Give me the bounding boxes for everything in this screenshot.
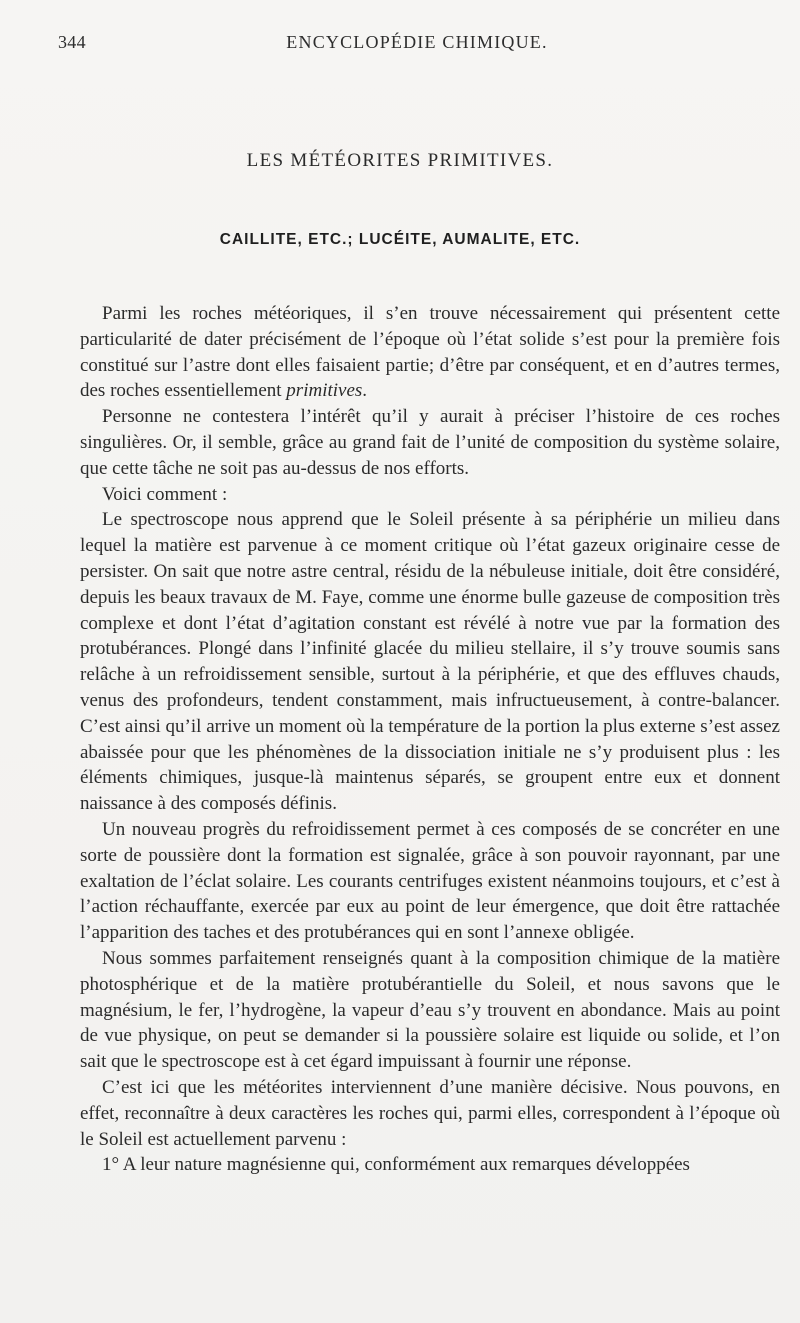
paragraph-3: Voici comment : bbox=[102, 483, 228, 505]
page-number: 344 bbox=[58, 32, 86, 52]
paragraph-8: 1° A leur nature magnésienne qui, conformément aux remarques développées bbox=[102, 1154, 690, 1176]
running-title: ENCYCLOPÉDIE CHIMIQUE. bbox=[286, 32, 548, 52]
paragraph-1 bbox=[80, 301, 780, 404]
paragraph-1-italic: primitives bbox=[286, 380, 363, 402]
body-text bbox=[80, 301, 780, 1178]
section-title: CAILLITE, ETC.; LUCÉITE, AUMALITE, ETC. bbox=[219, 231, 581, 248]
paragraph-2: Personne ne contestera l’intérêt qu’il y aurait à préciser l’histoire de ces roches singulières. Or, il semble, grâce au grand fait de l’unité de composition du système solaire, que cette tâche ne soit pas au-dessus de nos efforts. bbox=[80, 406, 780, 479]
paragraph-1-text: Parmi les roches météoriques, il s’en trouve nécessairement qui présentent cette particularité de dater précisément de l’époque où l’état solide s’est pour la première fois constitué sur l’astre dont elles faisaient partie; d’être par conséquent, et en d’autres termes, des roches essentiellement bbox=[80, 303, 780, 402]
paragraph-7: C’est ici que les météorites interviennent d’une manière décisive. Nous pouvons, en effet, reconnaître à deux caractères les roches qui, parmi elles, correspondent à l’époque où le Soleil est actuellement parvenu : bbox=[80, 1076, 780, 1150]
paragraph-6: Nous sommes parfaitement renseignés quant à la composition chimique de la matière photosphérique et de la matière protubérantielle du Soleil, et nous savons que le magnésium, le fer, l’hydrogène, la vapeur d’eau s’y trouvent en abondance. Mais au point de vue physique, on peut se demander si la poussière solaire est liquide ou solide, et l’on sait que le spectroscope est à cet égard impuissant à fournir une réponse. bbox=[80, 947, 780, 1073]
paragraph-4: Le spectroscope nous apprend que le Soleil présente à sa périphérie un milieu dans lequel la matière est parvenue à ce moment critique où l’état gazeux originaire cesse de persister. On sait que notre astre central, résidu de la nébuleuse initiale, doit être considéré, depuis les beaux travaux de M. Faye, comme une énorme bulle gazeuse de composition très complexe et dont l’état d’agitation constant est révélé à notre vue par la formation des protubérances. Plongé dans l’infinité glacée du milieu stellaire, il s’y trouve soumis sans relâche à un refroidissement sensible, surtout à la périphérie, et que des effluves chauds, venus des profondeurs, tendent constamment, mais infructueusement, à contre-balancer. C’est ainsi qu’il arrive un moment où la température de la portion la plus externe s’est assez abaissée pour que les phénomènes de la dissociation initiale ne s’y produisent plus : les éléments chimiques, jusque-là maintenus séparés, se groupent entre eux et donnent naissance à des composés définis. bbox=[80, 509, 780, 815]
paragraph-1-end: . bbox=[362, 380, 368, 402]
paragraph-5: Un nouveau progrès du refroidissement permet à ces composés de se concréter en une sorte de poussière dont la formation est signalée, grâce à son pouvoir rayonnant, par une exaltation de l’éclat solaire. Les courants centrifuges existent néanmoins toujours, et c’est à l’action réchauffante, exercée par eux au point de leur émergence, que doit être rattachée l’apparition des taches et des protubérances qui en sont l’annexe obligée. bbox=[80, 818, 780, 944]
running-head bbox=[58, 32, 776, 52]
chapter-title: LES MÉTÉORITES PRIMITIVES. bbox=[246, 150, 554, 171]
